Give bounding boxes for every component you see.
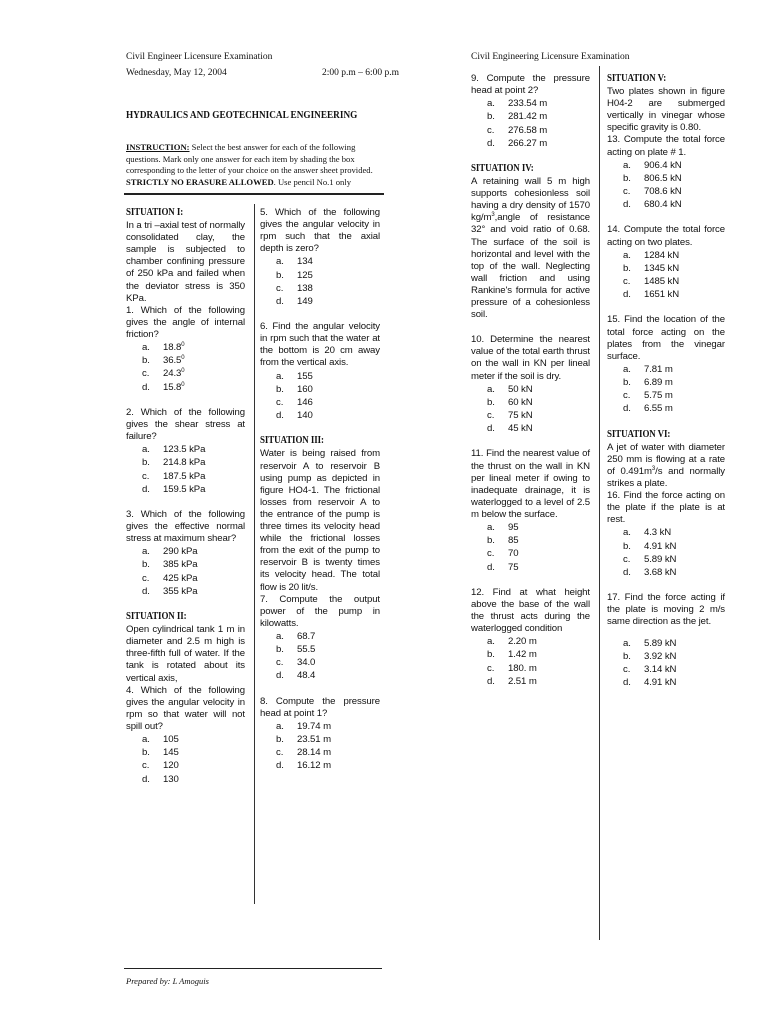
option — [471, 137, 590, 150]
option — [260, 643, 380, 656]
option-value: 425 kPa — [163, 572, 198, 584]
option — [260, 295, 380, 308]
question-7: 7. Compute the output power of the pump in kilowatts. — [260, 593, 380, 629]
option — [607, 249, 725, 262]
column-divider-right — [599, 66, 600, 940]
option-letter: a. — [623, 363, 631, 375]
option — [126, 354, 245, 367]
option — [260, 669, 380, 682]
instruction-label: INSTRUCTION: — [126, 142, 190, 152]
column-1 — [126, 207, 245, 786]
option-value: 145 — [163, 747, 179, 759]
option-letter: b. — [142, 747, 150, 759]
option-value: 276.58 m — [508, 124, 548, 136]
option — [607, 262, 725, 275]
option-value: 5.75 m — [644, 390, 673, 402]
option-letter: a. — [487, 383, 495, 395]
option — [260, 746, 380, 759]
option-letter: a. — [487, 98, 495, 110]
option-letter: c. — [276, 396, 284, 408]
option-letter: d. — [623, 677, 631, 689]
option-letter: c. — [487, 410, 495, 421]
header-divider — [124, 193, 384, 195]
situation-6-sup: 3 — [651, 465, 656, 472]
situation-1-text: In a tri –axial test of normally consolidated clay, the sample is subjected to chamber confining pressure of 250 kPa and failed when the deviator stress is 350 KPa. — [126, 220, 245, 304]
option-value: 34.0 — [297, 657, 316, 669]
option — [126, 367, 245, 380]
option-value: 48.4 — [297, 670, 316, 682]
option-letter: d. — [276, 295, 284, 307]
option-value: 180. m — [508, 662, 537, 674]
option — [260, 396, 380, 409]
option — [126, 572, 245, 585]
option — [471, 383, 590, 396]
question-15-options — [607, 363, 725, 416]
option-letter: b. — [142, 457, 150, 469]
option-letter: c. — [142, 760, 150, 772]
option-letter: a. — [623, 159, 631, 171]
situation-2-text: Open cylindrical tank 1 m in diameter and 2.5 m high is three-fifth full of water. If the tank is rotated about its vertical axis, — [126, 624, 245, 684]
situation-4-text — [471, 176, 590, 321]
question-10: 10. Determine the nearest value of the total earth thrust on the wall in KN per lineal meter if the soil is dry. — [471, 334, 590, 382]
question-6-options — [260, 370, 380, 423]
option — [471, 534, 590, 547]
option — [607, 376, 725, 389]
option-value: 281.42 m — [508, 111, 548, 123]
option — [260, 656, 380, 669]
instruction-block — [126, 142, 386, 188]
option-letter: c. — [623, 663, 631, 675]
exam-title-left: Civil Engineer Licensure Examination — [126, 52, 273, 62]
option-letter: c. — [487, 662, 495, 674]
option-value: 60 kN — [508, 396, 533, 408]
option — [607, 185, 725, 198]
option-value: 140 — [297, 410, 313, 422]
option-value: 680.4 kN — [644, 199, 682, 211]
option — [260, 759, 380, 772]
situation-4-sup: 3 — [491, 212, 495, 219]
situation-3-text: Water is being raised from reservoir A to reservoir B using pump as depicted in figure HO4-1. The frictional losses from reservoir A to the entrance of the pump is three times its velocity head while the frictional losses from the exit of the pump to reservoir B is twenty times its velocity head. The total flow is 20 lit/s. — [260, 448, 380, 593]
situation-4-text-a: A retaining wall 5 m high supports cohesionless soil having a dry density of 1570 kg/m — [471, 176, 590, 224]
question-2-options — [126, 443, 245, 496]
question-16-options — [607, 526, 725, 579]
option — [126, 733, 245, 746]
question-8-options — [260, 720, 380, 773]
option-value: 266.27 m — [508, 137, 548, 149]
option-value: 3.68 kN — [644, 567, 677, 579]
option-letter: a. — [142, 342, 150, 354]
option-value: 6.89 m — [644, 377, 673, 389]
option-letter: b. — [623, 262, 631, 274]
option-value: 1.42 m — [508, 649, 537, 661]
option-value: 16.12 m — [297, 760, 331, 772]
option — [260, 630, 380, 643]
option-letter: c. — [623, 553, 631, 565]
option-letter: b. — [487, 535, 495, 547]
question-17: 17. Find the force acting if the plate is moving 2 m/s same direction as the jet. — [607, 592, 725, 628]
option-value: 18.8 — [163, 342, 182, 354]
option-value: 70 — [508, 548, 519, 560]
option-value: 68.7 — [297, 630, 316, 642]
option-value: 155 — [297, 370, 313, 382]
option-letter: d. — [142, 585, 150, 597]
option-letter: c. — [487, 124, 495, 136]
question-11-options — [471, 521, 590, 574]
option — [607, 553, 725, 566]
option-letter: b. — [276, 734, 284, 746]
option-letter: a. — [276, 720, 284, 732]
option — [260, 269, 380, 282]
question-12-options — [471, 635, 590, 688]
option — [471, 561, 590, 574]
option — [471, 97, 590, 110]
option-letter: b. — [623, 377, 631, 389]
option — [471, 547, 590, 560]
option-value: 149 — [297, 295, 313, 307]
option-value: 23.51 m — [297, 734, 331, 746]
option — [607, 540, 725, 553]
option — [260, 282, 380, 295]
question-2: 2. Which of the following gives the shear stress at failure? — [126, 406, 245, 443]
option-value: 187.5 kPa — [163, 470, 206, 482]
option-letter: b. — [487, 396, 495, 408]
option — [260, 733, 380, 746]
option-value: 4.3 kN — [644, 527, 672, 539]
option-value: 75 — [508, 561, 519, 573]
option-value: 160 — [297, 383, 313, 395]
option-letter: d. — [623, 199, 631, 211]
option — [260, 370, 380, 383]
option-letter: a. — [276, 370, 284, 382]
option-letter: c. — [142, 368, 150, 380]
situation-4-title: SITUATION IV: — [471, 163, 534, 174]
option-value: 123.5 kPa — [163, 444, 206, 456]
option-value: 3.14 kN — [644, 663, 677, 675]
option-value: 2.20 m — [508, 636, 537, 648]
option-letter: c. — [276, 282, 284, 294]
situation-2-title: SITUATION II: — [126, 611, 187, 623]
instruction-text: Select the best answer for each of the following questions. Mark only one answer for each item by shading the box corresponding to the letter of your choice on the answer sheet provided. — [126, 142, 373, 175]
exam-date: Wednesday, May 12, 2004 — [126, 68, 227, 78]
question-14-options — [607, 249, 725, 302]
option-letter: c. — [276, 657, 284, 669]
option-value: 85 — [508, 535, 519, 547]
option-letter: a. — [487, 521, 495, 533]
option — [260, 255, 380, 268]
option-value: 385 kPa — [163, 559, 198, 571]
option-letter: b. — [142, 355, 150, 367]
question-8: 8. Compute the pressure head at point 1? — [260, 695, 380, 719]
option-letter: c. — [623, 186, 631, 198]
footer-divider — [124, 968, 382, 969]
option — [126, 381, 245, 394]
option-letter: b. — [623, 172, 631, 184]
option-letter: a. — [623, 637, 631, 649]
option-letter: a. — [142, 546, 150, 558]
column-2 — [260, 207, 380, 773]
option-value: 906.4 kN — [644, 159, 682, 171]
option — [260, 409, 380, 422]
situation-3-title: SITUATION III: — [260, 435, 324, 447]
option-letter: a. — [142, 733, 150, 745]
option-letter: b. — [276, 383, 284, 395]
option — [607, 275, 725, 288]
option-value: 1485 kN — [644, 276, 680, 288]
option — [471, 110, 590, 123]
option-letter: a. — [142, 444, 150, 456]
option-letter: c. — [276, 747, 284, 759]
option-letter: d. — [623, 289, 631, 301]
option-letter: b. — [487, 111, 495, 123]
option-value: 5.89 kN — [644, 553, 677, 565]
option — [126, 773, 245, 786]
question-15: 15. Find the location of the total force acting on the plates from the vinegar surface. — [607, 314, 725, 362]
question-16: 16. Find the force acting on the plate if the plate is at rest. — [607, 490, 725, 526]
option — [126, 483, 245, 496]
question-5-options — [260, 255, 380, 308]
option — [471, 124, 590, 137]
option-value: 130 — [163, 773, 179, 785]
option — [607, 288, 725, 301]
option — [607, 402, 725, 415]
option — [126, 456, 245, 469]
option-letter: d. — [487, 137, 495, 149]
option-value: 290 kPa — [163, 546, 198, 558]
option-letter: d. — [487, 675, 495, 687]
option-value: 36.5 — [163, 355, 182, 367]
option-value: 1345 kN — [644, 262, 680, 274]
option-value: 125 — [297, 269, 313, 281]
question-13-options — [607, 159, 725, 212]
option-letter: b. — [487, 649, 495, 661]
option-letter: a. — [623, 527, 631, 539]
option — [607, 198, 725, 211]
option-letter: d. — [276, 760, 284, 772]
option-value: 15.8 — [163, 381, 182, 393]
option-letter: b. — [623, 650, 631, 662]
question-6: 6. Find the angular velocity in rpm such that the water at the bottom is 20 cm away from the vertical axis. — [260, 321, 380, 369]
option-letter: c. — [142, 470, 150, 482]
option-letter: c. — [623, 390, 631, 402]
option — [607, 526, 725, 539]
instruction-tail: . Use pencil No.1 only — [273, 176, 351, 187]
option — [126, 545, 245, 558]
option — [471, 422, 590, 435]
option-value: 45 kN — [508, 423, 533, 435]
option-value: 28.14 m — [297, 747, 331, 759]
option-letter: c. — [487, 548, 495, 560]
question-9: 9. Compute the pressure head at point 2? — [471, 73, 590, 97]
exam-title-right: Civil Engineering Licensure Examination — [471, 52, 630, 62]
option — [471, 396, 590, 409]
option-value: 1284 kN — [644, 249, 680, 261]
option-value: 24.3 — [163, 368, 182, 380]
question-5: 5. Which of the following gives the angular velocity in rpm such that the axial depth is zero? — [260, 207, 380, 255]
option-letter: d. — [623, 567, 631, 579]
option — [471, 648, 590, 661]
option-value: 214.8 kPa — [163, 457, 206, 469]
subject-title: HYDRAULICS AND GEOTECHNICAL ENGINEERING — [126, 110, 358, 121]
option-sup: 0 — [181, 381, 185, 388]
option — [260, 383, 380, 396]
situation-1-title: SITUATION I: — [126, 207, 184, 218]
option-letter: d. — [487, 561, 495, 573]
option-value: 120 — [163, 760, 179, 772]
option — [471, 675, 590, 688]
option — [126, 558, 245, 571]
column-4 — [607, 73, 725, 689]
option — [126, 470, 245, 483]
situation-6-title: SITUATION VI: — [607, 428, 671, 440]
option-letter: a. — [276, 630, 284, 642]
option-value: 159.5 kPa — [163, 483, 206, 495]
option-value: 105 — [163, 733, 179, 745]
question-4-options — [126, 733, 245, 786]
option — [607, 389, 725, 402]
option-letter: a. — [487, 636, 495, 648]
question-11: 11. Find the nearest value of the thrust on the wall in KN per lineal meter if owing to inadequate drainage, it is waterlogged to a level of 2.5 m below the surface. — [471, 448, 590, 520]
question-1: 1. Which of the following gives the angle of internal friction? — [126, 304, 245, 340]
option-letter: b. — [623, 540, 631, 552]
question-9-options — [471, 97, 590, 150]
option-value: 708.6 kN — [644, 186, 682, 198]
column-divider-left — [254, 204, 255, 904]
option-sup: 0 — [181, 355, 185, 362]
option-letter: a. — [623, 249, 631, 261]
question-12: 12. Find at what height above the base of the wall the thrust acts during the waterlogged condition — [471, 586, 590, 635]
option-letter: b. — [142, 559, 150, 571]
column-3 — [471, 73, 590, 688]
exam-time: 2:00 p.m – 6:00 p.m — [322, 68, 400, 78]
question-17-options — [607, 637, 725, 690]
situation-5-text: Two plates shown in figure H04-2 are submerged vertically in vinegar whose specific gravity is 0.80. — [607, 86, 725, 134]
option-value: 1651 kN — [644, 289, 680, 301]
option — [607, 566, 725, 579]
option — [607, 637, 725, 650]
instruction-strong: STRICTLY NO ERASURE ALLOWED — [126, 176, 274, 187]
option — [260, 720, 380, 733]
option-value: 4.91 kN — [644, 677, 677, 689]
question-7-options — [260, 630, 380, 683]
question-3-options — [126, 545, 245, 598]
option-letter: b. — [276, 644, 284, 656]
option-value: 3.92 kN — [644, 650, 677, 662]
option — [471, 662, 590, 675]
option — [607, 676, 725, 689]
option-value: 50 kN — [508, 383, 533, 395]
option-letter: a. — [276, 256, 284, 268]
option — [126, 759, 245, 772]
situation-4-text-b: ,angle of resistance 32° and void ratio of 0.68. The surface of the soil is horizontal and level with the top of the wall. Neglecting wall friction and using Rankine's formula for active pressure of a cohesionless soil. — [471, 212, 590, 321]
question-1-options — [126, 341, 245, 394]
option-sup: 0 — [181, 341, 185, 348]
option — [471, 409, 590, 422]
option-value: 134 — [297, 256, 313, 268]
option-value: 806.5 kN — [644, 172, 682, 184]
question-4: 4. Which of the following gives the angular velocity in rpm so that water will not spill out? — [126, 684, 245, 732]
option-letter: c. — [623, 276, 631, 288]
option — [126, 443, 245, 456]
option — [471, 635, 590, 648]
option-value: 75 kN — [508, 410, 533, 421]
option-letter: b. — [276, 269, 284, 281]
question-13: 13. Compute the total force acting on plate # 1. — [607, 134, 725, 158]
situation-6-text — [607, 442, 725, 490]
option-value: 138 — [297, 282, 313, 294]
option-letter: d. — [276, 670, 284, 682]
option-value: 146 — [297, 396, 313, 408]
option-value: 2.51 m — [508, 675, 537, 687]
option-value: 6.55 m — [644, 403, 673, 415]
option — [126, 341, 245, 354]
option-value: 5.89 kN — [644, 637, 677, 649]
option — [126, 746, 245, 759]
option — [607, 650, 725, 663]
option-letter: d. — [142, 483, 150, 495]
option — [607, 363, 725, 376]
option — [607, 159, 725, 172]
question-3: 3. Which of the following gives the effective normal stress at maximum shear? — [126, 508, 245, 545]
option-value: 233.54 m — [508, 98, 548, 110]
option-letter: d. — [142, 773, 150, 785]
situation-6-text-a: A jet of water with diameter 250 mm is flowing at a rate of 0.491m — [607, 441, 725, 477]
option-value: 95 — [508, 521, 519, 533]
option-value: 4.91 kN — [644, 540, 677, 552]
option — [607, 172, 725, 185]
option-value: 19.74 m — [297, 720, 331, 732]
option — [471, 521, 590, 534]
question-10-options — [471, 383, 590, 436]
option-letter: d. — [487, 423, 495, 435]
option-value: 355 kPa — [163, 585, 198, 597]
option-letter: d. — [623, 403, 631, 415]
situation-5-title: SITUATION V: — [607, 73, 667, 84]
option — [126, 585, 245, 598]
option-value: 7.81 m — [644, 363, 673, 375]
question-14: 14. Compute the total force acting on two plates. — [607, 224, 725, 248]
option-letter: d. — [142, 381, 150, 393]
option-letter: d. — [276, 410, 284, 422]
situation-6-text-b: /s and normally strikes a plate. — [607, 465, 725, 490]
option — [607, 663, 725, 676]
option-letter: c. — [142, 572, 150, 584]
prepared-by: Prepared by: L Amoguis — [126, 976, 209, 986]
option-value: 55.5 — [297, 644, 316, 656]
option-sup: 0 — [181, 368, 185, 375]
